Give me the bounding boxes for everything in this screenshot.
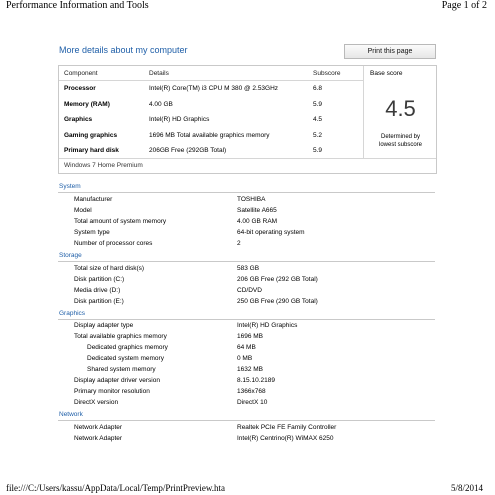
detail-value: TOSHIBA	[237, 196, 266, 203]
detail-value: 0 MB	[237, 355, 253, 362]
detail-label: DirectX version	[74, 399, 119, 406]
detail-label: Dedicated graphics memory	[87, 344, 168, 351]
component-subscore: 5.9	[313, 147, 323, 154]
detail-label: Total available graphics memory	[74, 333, 167, 340]
component-name: Processor	[64, 85, 96, 92]
detail-value: Intel(R) Centrino(R) WiMAX 6250	[237, 435, 334, 442]
system-section-header	[58, 183, 435, 193]
base-score-header: Base score	[370, 70, 403, 77]
section-title: Storage	[59, 252, 82, 259]
component-subscore: 6.8	[313, 85, 323, 92]
detail-row	[58, 332, 435, 343]
section-title: Network	[59, 411, 83, 418]
detail-label: System type	[74, 229, 110, 236]
page-footer	[0, 483, 495, 495]
base-score-note-line1: Determined by	[380, 134, 421, 140]
detail-row	[58, 343, 435, 354]
component-subscore: 5.2	[313, 132, 323, 139]
detail-row	[58, 423, 435, 434]
detail-row	[58, 297, 435, 308]
detail-row	[58, 206, 435, 217]
print-date: 5/8/2014	[450, 483, 483, 493]
page-number: Page 1 of 2	[441, 0, 487, 11]
detail-label: Number of processor cores	[74, 240, 153, 247]
component-subscore: 5.9	[313, 101, 323, 108]
component-details: 206GB Free (292GB Total)	[149, 147, 227, 154]
detail-label: Display adapter driver version	[74, 377, 160, 384]
component-subscore: 4.5	[313, 116, 323, 123]
detail-value: Intel(R) HD Graphics	[237, 322, 298, 329]
subscore-header: Subscore	[313, 70, 341, 77]
component-name: Memory (RAM)	[64, 101, 110, 108]
detail-value: 1696 MB	[237, 333, 264, 340]
detail-value: 4.00 GB RAM	[237, 218, 278, 225]
network-section-header	[58, 411, 435, 421]
detail-row	[58, 434, 435, 445]
detail-row	[58, 239, 435, 250]
component-details: 4.00 GB	[149, 101, 173, 108]
component-details: Intel(R) Core(TM) i3 CPU M 380 @ 2.53GHz	[149, 85, 279, 92]
base-score-value: 4.5	[385, 96, 416, 121]
storage-section-header	[58, 252, 435, 262]
print-button[interactable]: Print this page	[344, 44, 436, 59]
detail-label: Network Adapter	[74, 424, 123, 431]
os-row	[59, 158, 436, 174]
score-summary-table	[58, 65, 437, 174]
base-score-note	[364, 133, 437, 149]
detail-value: Realtek PCIe FE Family Controller	[237, 424, 337, 431]
section-title: System	[59, 183, 81, 190]
detail-row	[58, 264, 435, 275]
detail-value: Satellite A665	[237, 207, 277, 214]
section-title: Graphics	[59, 310, 86, 317]
detail-row	[58, 195, 435, 206]
detail-row	[58, 275, 435, 286]
detail-row	[58, 365, 435, 376]
detail-value: 206 GB Free (292 GB Total)	[237, 276, 318, 283]
details-header: Details	[149, 70, 169, 77]
detail-label: Model	[74, 207, 92, 214]
detail-value: CD/DVD	[237, 287, 262, 294]
detail-label: Disk partition (E:)	[74, 298, 124, 305]
detail-value: DirectX 10	[237, 399, 268, 406]
detail-row	[58, 286, 435, 297]
detail-label: Manufacturer	[74, 196, 113, 203]
detail-row	[58, 387, 435, 398]
component-name: Gaming graphics	[64, 132, 118, 139]
detail-label: Media drive (D:)	[74, 287, 121, 294]
detail-label: Total amount of system memory	[74, 218, 167, 225]
page-title: More details about my computer	[59, 45, 188, 55]
detail-value: 1366x768	[237, 388, 266, 395]
detail-label: Display adapter type	[74, 322, 134, 329]
detail-label: Total size of hard disk(s)	[74, 265, 145, 272]
detail-label: Disk partition (C:)	[74, 276, 125, 283]
detail-value: 250 GB Free (290 GB Total)	[237, 298, 318, 305]
component-name: Graphics	[64, 116, 93, 123]
base-score-panel	[363, 66, 437, 158]
component-details: 1696 MB Total available graphics memory	[149, 132, 270, 139]
detail-value: 64 MB	[237, 344, 256, 351]
detail-row	[58, 398, 435, 409]
detail-row	[58, 321, 435, 332]
detail-value: 583 GB	[237, 265, 260, 272]
detail-value: 8.15.10.2189	[237, 377, 275, 384]
detail-label: Network Adapter	[74, 435, 123, 442]
detail-row	[58, 354, 435, 365]
detail-value: 2	[237, 240, 241, 247]
detail-value: 64-bit operating system	[237, 229, 305, 236]
component-name: Primary hard disk	[64, 147, 119, 154]
detail-row	[58, 376, 435, 387]
detail-label: Primary monitor resolution	[74, 388, 150, 395]
page-header	[0, 0, 495, 14]
file-path: file:///C:/Users/kassu/AppData/Local/Temp/PrintPreview.hta	[6, 483, 225, 493]
os-name: Windows 7 Home Premium	[64, 162, 143, 169]
detail-row	[58, 228, 435, 239]
component-header: Component	[64, 70, 98, 77]
detail-row	[58, 217, 435, 228]
component-details: Intel(R) HD Graphics	[149, 116, 210, 123]
detail-value: 1632 MB	[237, 366, 264, 373]
graphics-section-header	[58, 310, 435, 320]
page-header-title: Performance Information and Tools	[6, 0, 149, 11]
base-score-note-line2: lowest subscore	[378, 142, 423, 148]
detail-label: Shared system memory	[87, 366, 156, 373]
detail-label: Dedicated system memory	[87, 355, 164, 362]
